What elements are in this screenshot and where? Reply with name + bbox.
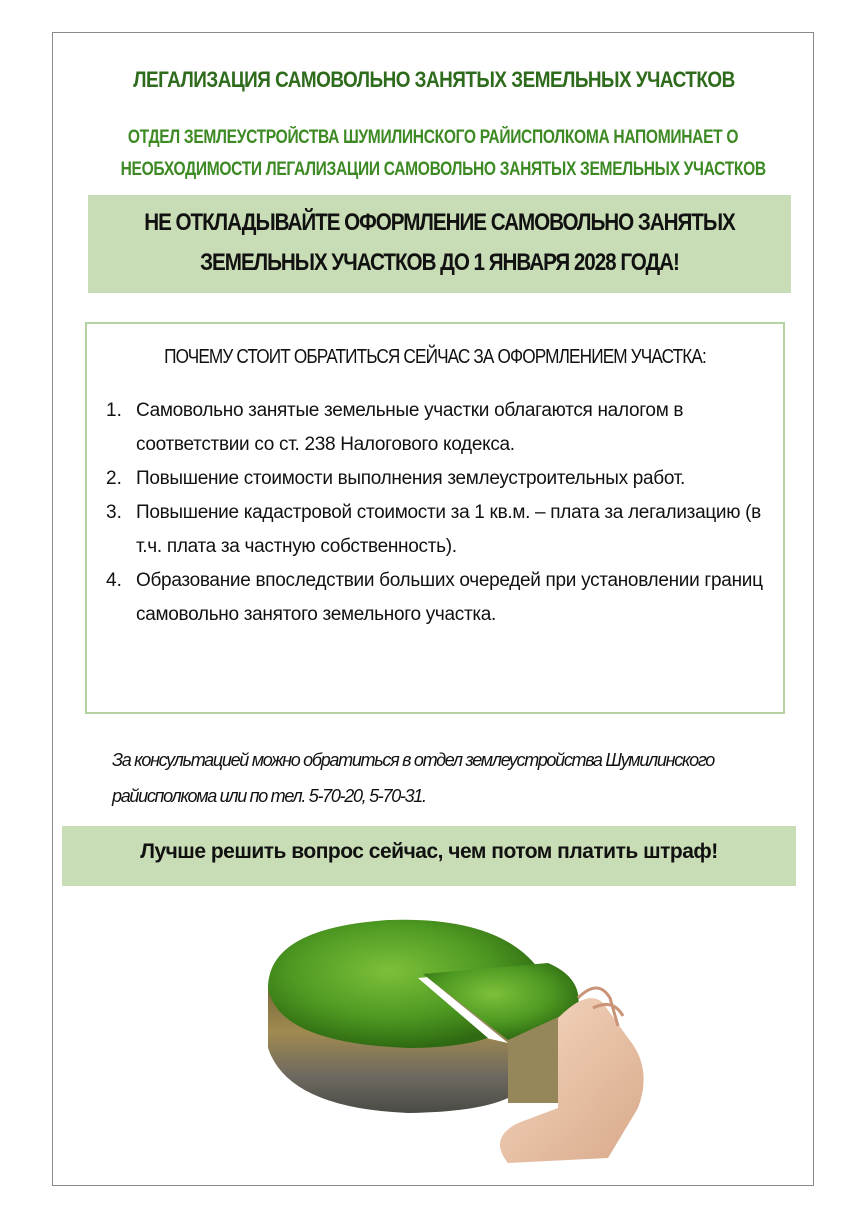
poster-subtitle [52,122,814,186]
reason-item [106,394,786,462]
deadline-line-2: ЗЕМЕЛЬНЫХ УЧАСТКОВ ДО 1 ЯНВАРЯ 2028 ГОДА! [200,249,679,276]
reasons-list [106,394,786,632]
reason-number: 4. [106,570,122,591]
reason-number: 1. [106,400,122,421]
reason-text: Самовольно занятые земельные участки облагаются налогом в соответствии со ст. 238 Налогового кодекса. [136,400,684,455]
deadline-banner-text [88,203,791,283]
reasons-heading [88,346,782,369]
subtitle-line-1: ОТДЕЛ ЗЕМЛЕУСТРОЙСТВА ШУМИЛИНСКОГО РАЙИСПОЛКОМА НАПОМИНАЕТ О [127,127,739,148]
reason-item [106,496,786,564]
reason-text: Повышение стоимости выполнения землеустроительных работ. [136,468,686,489]
reason-number: 3. [106,502,122,523]
reason-text: Образование впоследствии больших очередей при установлении границ самовольно занятого земельного участка. [136,570,763,625]
reasons-heading-text: ПОЧЕМУ СТОИТ ОБРАТИТЬСЯ СЕЙЧАС ЗА ОФОРМЛЕНИЕМ УЧАСТКА: [164,346,706,368]
footer-slogan: Лучше решить вопрос сейчас, чем потом платить штраф! [140,840,718,863]
reason-item [106,564,786,632]
reason-text: Повышение кадастровой стоимости за 1 кв.м. – плата за легализацию (в т.ч. плата за частную собственность). [136,502,761,557]
reason-number: 2. [106,468,122,489]
subtitle-line-2: НЕОБХОДИМОСТИ ЛЕГАЛИЗАЦИИ САМОВОЛЬНО ЗАНЯТЫХ ЗЕМЕЛЬНЫХ УЧАСТКОВ [120,159,766,180]
poster-title: ЛЕГАЛИЗАЦИЯ САМОВОЛЬНО ЗАНЯТЫХ ЗЕМЕЛЬНЫХ УЧАСТКОВ [133,67,735,92]
grass-pie-hand-icon [258,908,668,1168]
reason-item [106,462,786,496]
deadline-line-1: НЕ ОТКЛАДЫВАЙТЕ ОФОРМЛЕНИЕ САМОВОЛЬНО ЗАНЯТЫХ [144,209,735,236]
contact-info: За консультацией можно обратиться в отдел землеустройства Шумилинского райисполкома или по тел. 5-70-20, 5-70-31. [112,750,714,806]
